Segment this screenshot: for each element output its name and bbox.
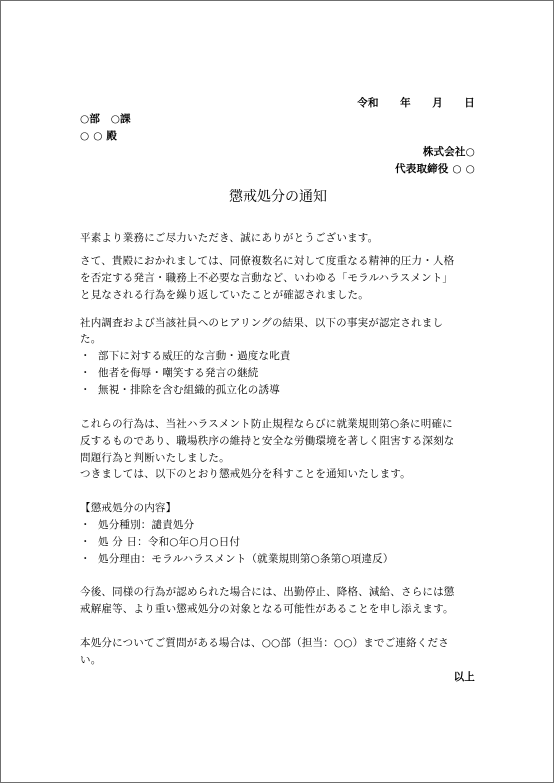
date-line: 令和 年 月 日 <box>357 97 475 109</box>
bullet-mark: ・ <box>80 384 91 396</box>
paragraph-3-line: これらの行為は、当社ハラスメント防止規程ならびに就業規則第○条に明確に <box>80 418 453 430</box>
fact-list-item: ・ 部下に対する威圧的な言動・過度な叱責 <box>80 348 291 365</box>
section-heading: 【懲戒処分の内容】 <box>80 502 177 514</box>
paragraph-1-line: と見なされる行為を繰り返していたことが確認されました。 <box>80 289 369 301</box>
paragraph-5-line: い。 <box>80 654 102 666</box>
paragraph-4-line: 今後、同様の行為が認められた場合には、出勤停止、降格、減給、さらには懲 <box>80 586 455 598</box>
bullet-mark: ・ <box>80 519 91 531</box>
greeting-line: 平素より業務にご尽力いただき、誠にありがとうございます。 <box>80 232 379 244</box>
document-title: 懲戒処分の通知 <box>229 189 327 205</box>
paragraph-3-line: 問題行為と判断いたしました。 <box>80 452 230 464</box>
paragraph-1-line: さて、貴殿におかれましては、同僚複数名に対して度重なる精神的圧力・人格 <box>80 255 455 267</box>
bullet-mark: ・ <box>80 553 91 565</box>
representative-name: 代表取締役 ○ ○ <box>395 163 475 175</box>
recipient-department: ○部 ○課 <box>80 113 131 125</box>
company-name: 株式会社○ <box>422 146 475 158</box>
paragraph-3-line: つきましては、以下のとおり懲戒処分を科すことを通知いたします。 <box>80 468 411 480</box>
paragraph-5-line: 本処分についてご質問がある場合は、○○部（担当：○○）までご連絡くださ <box>80 637 449 649</box>
paragraph-1-line: を否定する発言・職務上不必要な言動など、いわゆる「モラルハラスメント」 <box>80 272 454 284</box>
bullet-mark: ・ <box>80 536 91 548</box>
paragraph-2-line: た。 <box>80 333 102 345</box>
fact-list-item: ・ 無視・排除を含む組織的孤立化の誘導 <box>80 382 280 399</box>
detail-list-item: ・ 処分種別：譴責処分 <box>80 517 194 534</box>
paragraph-2-line: 社内調査および当該社員へのヒアリングの結果、以下の事実が認定されまし <box>80 317 444 329</box>
bullet-mark: ・ <box>80 350 91 362</box>
paragraph-3-line: 反するものであり、職場秩序の維持と安全な労働環境を著しく阻害する深刻な <box>80 435 455 447</box>
detail-list-item: ・ 処分理由：モラルハラスメント（就業規則第○条第○項違反） <box>80 551 394 568</box>
paragraph-4-line: 戒解雇等、より重い懲戒処分の対象となる可能性があることを申し添えます。 <box>80 603 454 615</box>
bullet-mark: ・ <box>80 367 91 379</box>
recipient-name: ○ ○ 殿 <box>80 130 118 142</box>
closing-mark: 以上 <box>453 671 475 683</box>
fact-list-item: ・ 他者を侮辱・嘲笑する発言の継続 <box>80 365 259 382</box>
detail-list-item: ・ 処 分 日：令和○年○月○日付 <box>80 534 240 551</box>
